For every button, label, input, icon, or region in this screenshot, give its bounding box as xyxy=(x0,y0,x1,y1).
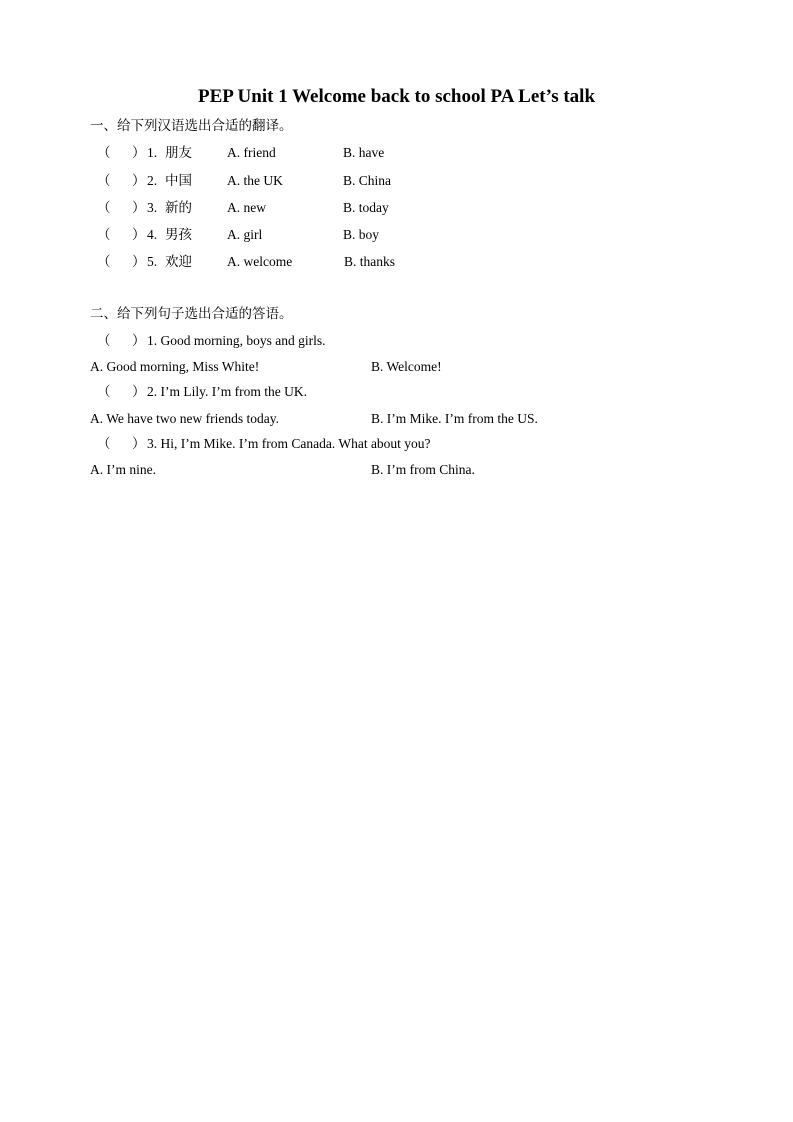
option-a: A. I’m nine. xyxy=(90,462,156,477)
section2-heading: 二、给下列句子选出合适的答语。 xyxy=(90,306,293,322)
dialogue-question-row xyxy=(0,382,793,402)
vocab-question-row xyxy=(0,198,793,218)
section1-heading: 一、给下列汉语选出合适的翻译。 xyxy=(90,118,293,134)
option-a: A. friend xyxy=(227,145,276,160)
answer-paren-right: ） xyxy=(132,145,146,160)
answer-paren-left: （ xyxy=(97,145,111,160)
option-b: B. today xyxy=(343,200,389,215)
page-title: PEP Unit 1 Welcome back to school PA Let’s talk xyxy=(197,86,596,107)
option-a: A. the UK xyxy=(227,173,283,188)
chinese-word: 中国 xyxy=(165,173,192,189)
answer-paren-left: （ xyxy=(97,333,111,348)
option-a: A. welcome xyxy=(227,254,293,269)
chinese-word: 男孩 xyxy=(165,227,192,243)
dialogue-options-row xyxy=(0,409,793,429)
question-sentence: 3. Hi, I’m Mike. I’m from Canada. What about you? xyxy=(147,436,431,451)
question-number: 2. xyxy=(147,173,158,188)
question-number: 5. xyxy=(147,254,158,269)
vocab-question-row xyxy=(0,143,793,163)
question-number: 4. xyxy=(147,227,158,242)
answer-paren-right: ） xyxy=(132,227,146,242)
answer-paren-right: ） xyxy=(132,333,146,348)
answer-paren-right: ） xyxy=(132,173,146,188)
option-a: A. We have two new friends today. xyxy=(90,411,279,426)
answer-paren-right: ） xyxy=(132,384,146,399)
option-b: B. I’m from China. xyxy=(371,462,475,477)
dialogue-options-row xyxy=(0,460,793,480)
answer-paren-left: （ xyxy=(97,254,111,269)
option-a: A. new xyxy=(227,200,266,215)
answer-paren-right: ） xyxy=(132,436,146,451)
option-a: A. girl xyxy=(227,227,263,242)
option-b: B. China xyxy=(343,173,392,188)
answer-paren-left: （ xyxy=(97,227,111,242)
option-b: B. Welcome! xyxy=(371,359,442,374)
vocab-question-row xyxy=(0,252,793,272)
option-a: A. Good morning, Miss White! xyxy=(90,359,260,374)
answer-paren-right: ） xyxy=(132,200,146,215)
question-number: 1. xyxy=(147,145,158,160)
answer-paren-left: （ xyxy=(97,173,111,188)
dialogue-question-row xyxy=(0,434,793,454)
chinese-word: 新的 xyxy=(165,200,192,216)
option-b: B. thanks xyxy=(344,254,396,269)
option-b: B. boy xyxy=(343,227,380,242)
option-b: B. I’m Mike. I’m from the US. xyxy=(371,411,538,426)
answer-paren-right: ） xyxy=(132,254,146,269)
answer-paren-left: （ xyxy=(97,436,111,451)
vocab-question-row xyxy=(0,225,793,245)
option-b: B. have xyxy=(343,145,385,160)
answer-paren-left: （ xyxy=(97,200,111,215)
dialogue-options-row xyxy=(0,357,793,377)
answer-paren-left: （ xyxy=(97,384,111,399)
vocab-question-row xyxy=(0,171,793,191)
question-sentence: 1. Good morning, boys and girls. xyxy=(147,333,326,348)
question-number: 3. xyxy=(147,200,158,215)
chinese-word: 欢迎 xyxy=(165,254,192,270)
dialogue-question-row xyxy=(0,331,793,351)
question-sentence: 2. I’m Lily. I’m from the UK. xyxy=(147,384,307,399)
chinese-word: 朋友 xyxy=(165,145,192,161)
